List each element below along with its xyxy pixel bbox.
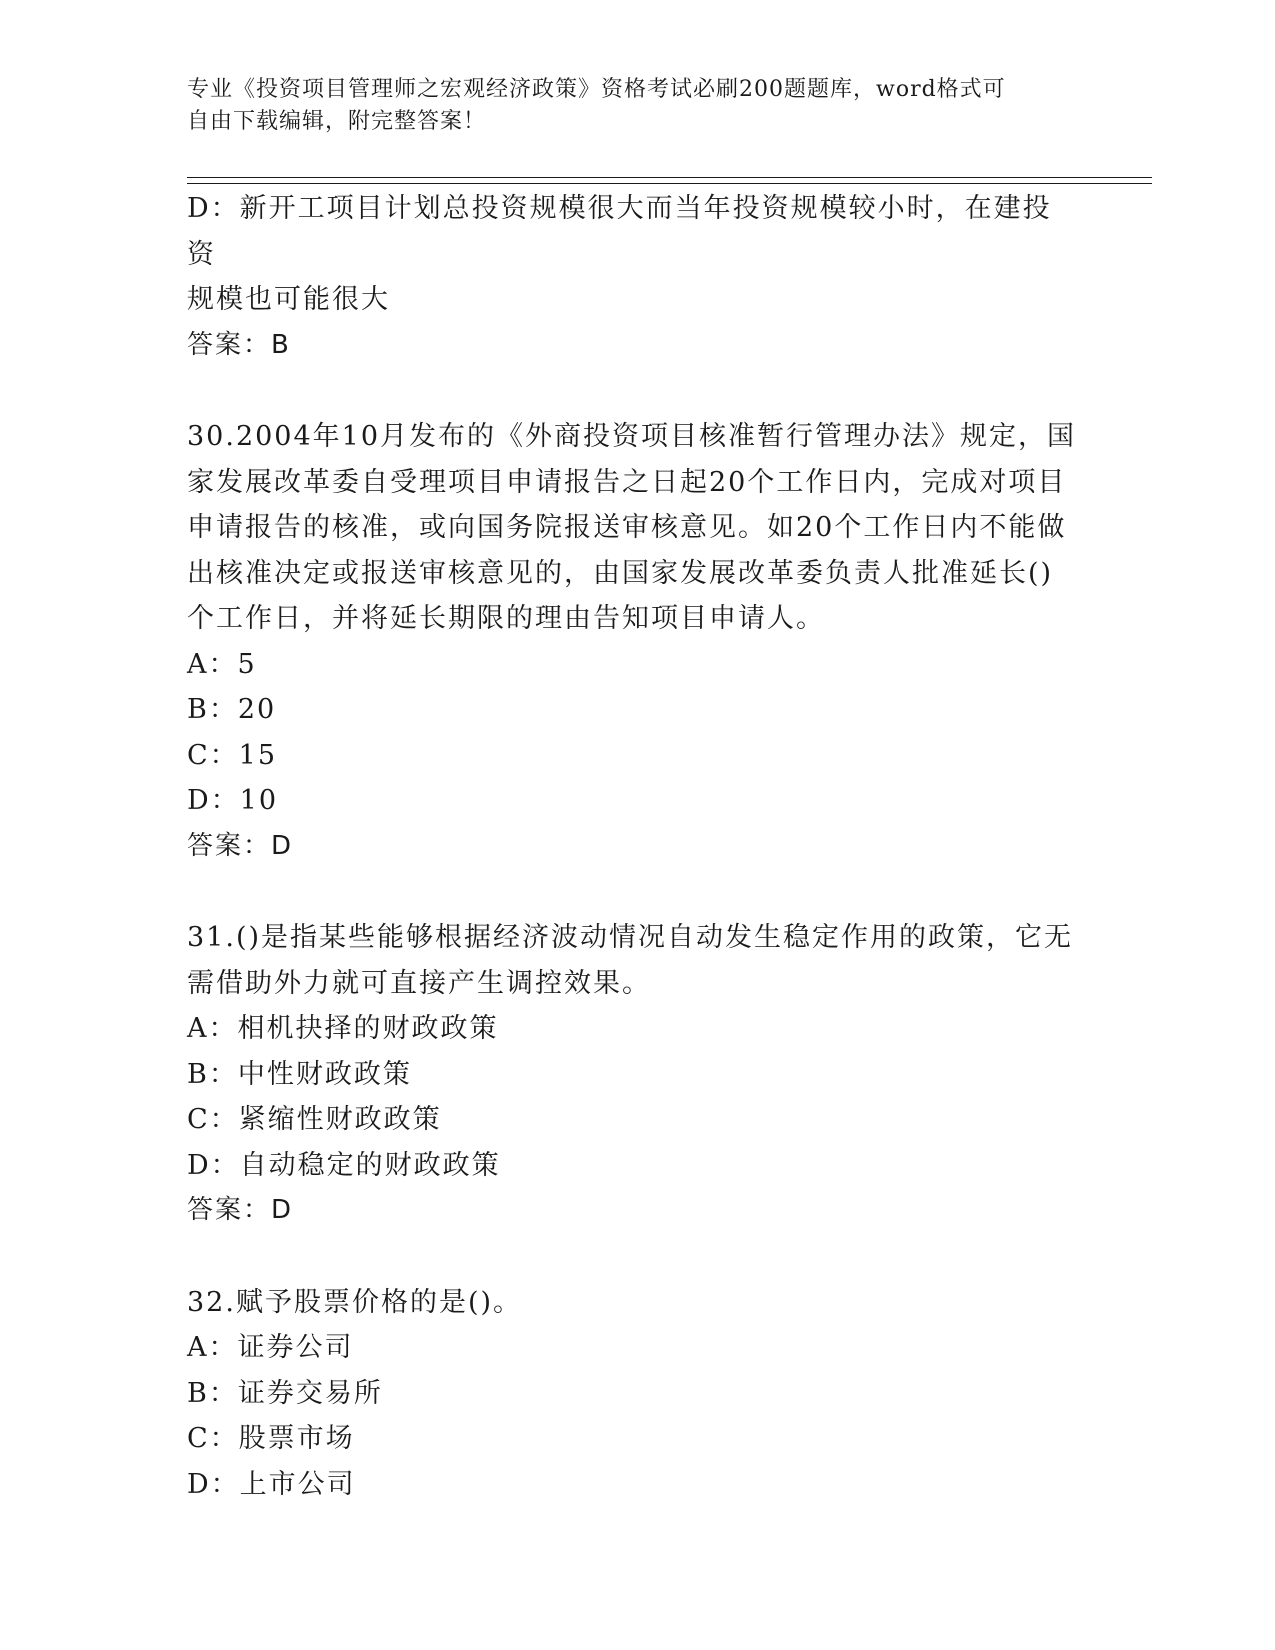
option-c: C：股票市场 xyxy=(187,1423,355,1454)
question-stem-line: 31.()是指某些能够根据经济波动情况自动发生稳定作用的政策，它无 xyxy=(187,922,1074,953)
header-divider-bottom xyxy=(187,183,1152,184)
question-32 xyxy=(187,1280,1077,1508)
question-stem-line: 32.赋予股票价格的是()。 xyxy=(187,1286,523,1318)
option-a: A：证券公司 xyxy=(187,1332,354,1363)
option-d: D：自动稳定的财政政策 xyxy=(187,1149,501,1181)
question-29 xyxy=(187,186,1077,368)
answer: 答案：B xyxy=(187,329,291,360)
option-b: B：中性财政政策 xyxy=(187,1058,412,1090)
header-divider-top xyxy=(187,177,1152,178)
option-c: C：紧缩性财政政策 xyxy=(187,1104,442,1135)
header-line-2: 自由下载编辑，附完整答案！ xyxy=(187,109,487,134)
option-d: D：10 xyxy=(187,785,279,816)
option-a: A：相机抉择的财政政策 xyxy=(187,1013,499,1044)
option-d: D：上市公司 xyxy=(187,1468,356,1500)
document-header xyxy=(187,74,1067,138)
spacer xyxy=(187,1234,1077,1280)
question-stem-line: 出核准决定或报送审核意见的，由国家发展改革委负责人批准延长() xyxy=(187,557,1054,589)
header-line-1: 专业《投资项目管理师之宏观经济政策》资格考试必刷200题题库，word格式可 xyxy=(187,77,1006,102)
question-stem-line: 家发展改革委自受理项目申请报告之日起20个工作日内，完成对项目 xyxy=(187,466,1067,498)
answer: 答案：D xyxy=(187,830,294,861)
option-b: B：20 xyxy=(187,694,277,725)
question-content xyxy=(187,186,1077,1507)
option-a: A：5 xyxy=(187,648,257,680)
spacer xyxy=(187,869,1077,915)
question-stem-line: 需借助外力就可直接产生调控效果。 xyxy=(187,967,651,999)
spacer xyxy=(187,368,1077,414)
option-c: C：15 xyxy=(187,739,278,771)
question-30 xyxy=(187,414,1077,869)
option-d: D：新开工项目计划总投资规模很大而当年投资规模较小时，在建投资 xyxy=(187,193,1052,270)
question-stem-line: 个工作日，并将延长期限的理由告知项目申请人。 xyxy=(187,603,825,634)
question-stem-line: 30.2004年10月发布的《外商投资项目核准暂行管理办法》规定，国 xyxy=(187,421,1077,452)
question-31 xyxy=(187,915,1077,1234)
answer: 答案：D xyxy=(187,1195,294,1225)
option-b: B：证券交易所 xyxy=(187,1377,383,1409)
question-stem-line: 申请报告的核准，或向国务院报送审核意见。如20个工作日内不能做 xyxy=(187,512,1067,543)
option-d-continued: 规模也可能很大 xyxy=(187,284,390,315)
